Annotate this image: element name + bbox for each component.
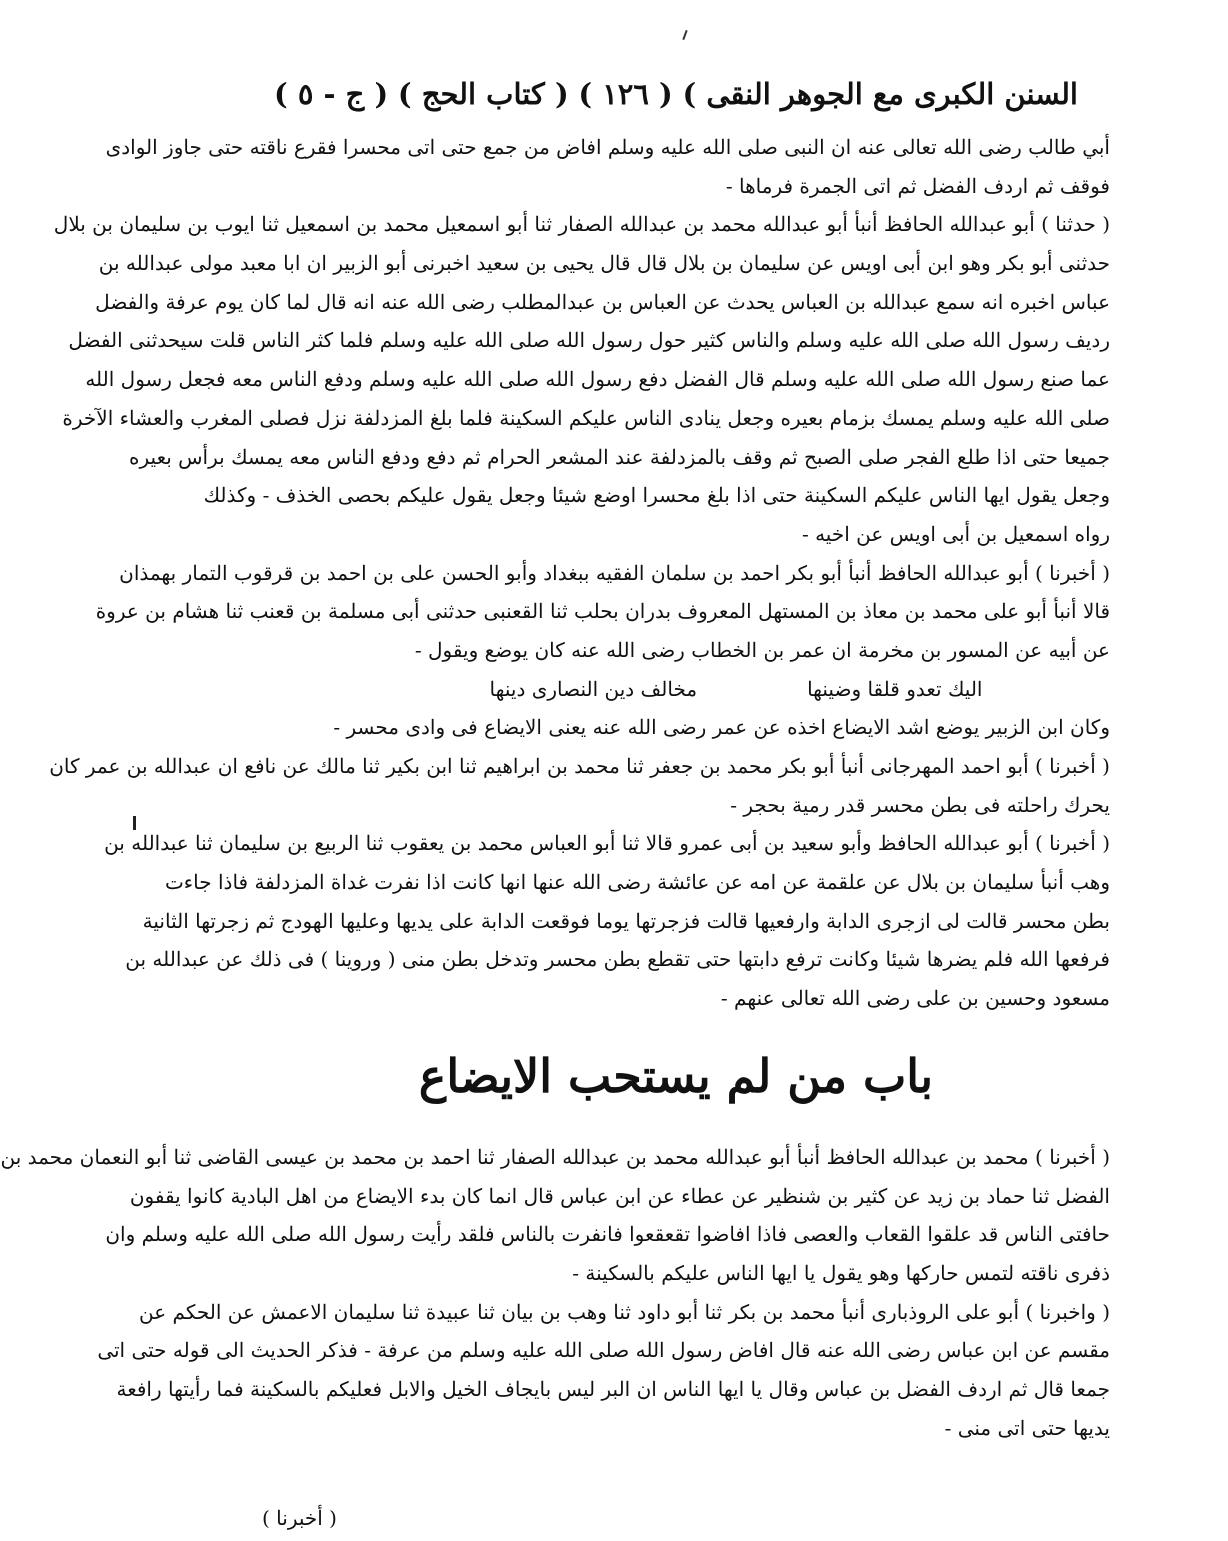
text-line: ( واخبرنا ) أبو على الروذبارى أنبأ محمد بن بكر ثنا أبو داود ثنا وهب بن بيان ثنا عبيدة ثنا سليمان الاعمش عن الحكم عن xyxy=(139,1299,1110,1324)
text-line: جميعا حتى اذا طلع الفجر صلى الصبح ثم وقف بالمزدلفة عند المشعر الحرام ثم دفع ودفع الناس معه يمسك برأس بعيره xyxy=(129,444,1110,469)
text-line: جمعا قال ثم اردف الفضل بن عباس وقال يا ايها الناس ان البر ليس بايجاف الخيل والابل فعليكم بالسكينة فما رأيتها رافعة xyxy=(116,1376,1110,1401)
text-line: عما صنع رسول الله صلى الله عليه وسلم قال الفضل دفع رسول الله صلى الله عليه وسلم ودفع الناس معه فجعل رسول الله xyxy=(85,367,1110,392)
text-line: ( حدثنا ) أبو عبدالله الحافظ أنبأ أبو عبدالله محمد بن عبدالله الصفار ثنا أبو اسمعيل محمد بن اسمعيل ثنا ايوب بن سليمان بن بلال xyxy=(53,212,1110,237)
text-section-3 xyxy=(0,1138,1110,1448)
text-line: ذفرى ناقته لتمس حاركها وهو يقول يا ايها الناس عليكم بالسكينة - xyxy=(572,1260,1110,1285)
text-line: ( أخبرنا ) أبو احمد المهرجانى أنبأ أبو بكر محمد بن جعفر ثنا محمد بن ابراهيم ثنا ابن بكير ثنا مالك عن نافع ان عبدالله بن عمر كان xyxy=(49,754,1110,778)
text-line: قالا أنبأ أبو على محمد بن معاذ بن المستهل المعروف بدران بحلب ثنا القعنبى حدثنى أبى مسلمة بن قعنب ثنا هشام بن عروة xyxy=(95,599,1110,624)
text-line: الفضل ثنا حماد بن زيد عن كثير بن شنظير عن عطاء عن ابن عباس قال انما كان بدء الايضاع من اهل البادية كانوا يقفون xyxy=(129,1183,1110,1208)
text-line: مسعود وحسين بن على رضى الله تعالى عنهم - xyxy=(720,986,1110,1011)
text-line: بطن محسر قالت لى ازجرى الدابة وارفعيها قالت فزجرتها يوما فوقعت الدابة على يديها وعليها الهودج ثم زجرتها الثانية xyxy=(142,908,1110,933)
text-line: حافتى الناس قد علقوا القعاب والعصى فاذا افاضوا تقعقعوا فانفرت بالناس فلقد رأيت رسول الله صلى الله عليه وسلم وان xyxy=(105,1222,1110,1247)
header-book-title: السنن الكبرى مع الجوهر النقى ) xyxy=(682,77,1078,111)
text-line: ( أخبرنا ) أبو عبدالله الحافظ وأبو سعيد بن أبى عمرو قالا ثنا أبو العباس محمد بن يعقوب ثنا الربيع بن سليمان ثنا عبدالله بن xyxy=(104,831,1110,856)
text-line: أبي طالب رضى الله تعالى عنه ان النبى صلى الله عليه وسلم افاض من جمع حتى اتى محسرا فقرع ناقته حتى جاوز الوادى xyxy=(105,135,1110,159)
text-line: وهب أنبأ سليمان بن بلال عن علقمة عن امه عن عائشة رضى الله عنها انها كانت اذا نفرت غداة المزدلفة فاذا جاءت xyxy=(164,870,1110,895)
text-line: عباس اخبره انه سمع عبدالله بن العباس يحدث عن العباس بن عبدالمطلب رضى الله عنه انه قال لما كان يوم عرفة والفضل xyxy=(95,289,1110,314)
header-page-number: ( ١٢٦ ) xyxy=(578,77,673,111)
verse-hemistich-1: اليك تعدو قلقا وضينها xyxy=(807,676,983,701)
chapter-title: باب من لم يستحب الايضاع xyxy=(418,1048,934,1103)
verse-hemistich-2: مخالف دين النصارى دينها xyxy=(489,676,698,701)
text-line: رديف رسول الله صلى الله عليه وسلم والناس كثير حول رسول الله صلى الله عليه وسلم فلما كثر الناس قلت سيحدثنى الفضل xyxy=(68,328,1110,353)
text-line: يديها حتى اتى منى - xyxy=(944,1415,1110,1440)
text-line: وكان ابن الزبير يوضع اشد الايضاع اخذه عن عمر رضى الله عنه يعنى الايضاع فى وادى محسر - xyxy=(333,715,1110,740)
poetry-verse xyxy=(242,670,1110,709)
page-mark xyxy=(682,30,687,40)
running-header xyxy=(274,66,1078,122)
text-line: مقسم عن ابن عباس رضى الله عنه قال افاض رسول الله صلى الله عليه وسلم من عرفة - فذكر الحديث الى قوله حتى اتى xyxy=(97,1338,1110,1363)
text-line: عن أبيه عن المسور بن مخرمة ان عمر بن الخطاب رضى الله عنه كان يوضع ويقول - xyxy=(414,637,1110,662)
header-volume: ( ج - ٥ ) xyxy=(274,77,389,111)
text-line: فوقف ثم اردف الفضل ثم اتى الجمرة فرماها - xyxy=(725,173,1110,198)
text-line: فرفعها الله فلم يضرها شيئا وكانت ترفع دابتها حتى تقطع بطن محسر وتدخل بطن منى ( وروينا ) فى ذلك عن عبدالله بن xyxy=(125,947,1110,972)
header-chapter: ( كتاب الحج ) xyxy=(397,77,569,111)
text-line: وجعل يقول ايها الناس عليكم السكينة حتى اذا بلغ محسرا اوضع شيئا وجعل يقول عليكم بحصى الخذف - وكذلك xyxy=(203,483,1110,508)
catchword: ( أخبرنا ) xyxy=(262,1506,337,1530)
text-line: يحرك راحلته فى بطن محسر قدر رمية بحجر - xyxy=(730,792,1110,817)
text-section-2 xyxy=(49,708,1110,1018)
text-section-1 xyxy=(53,128,1110,670)
text-line: ( أخبرنا ) أبو عبدالله الحافظ أنبأ أبو بكر احمد بن سلمان الفقيه ببغداد وأبو الحسن على بن احمد بن قرقوب التمار بهمذان xyxy=(119,560,1110,585)
text-line: ( أخبرنا ) محمد بن عبدالله الحافظ أنبأ أبو عبدالله محمد بن عبدالله الصفار ثنا احمد بن محمد بن عيسى القاضى ثنا أبو النعمان محمد بن xyxy=(0,1144,1110,1169)
page-body xyxy=(0,128,1110,1447)
text-line: حدثنى أبو بكر وهو ابن أبى اويس عن سليمان بن بلال قال قال يحيى بن سعيد اخبرنى أبو الزبير ان ابا معبد مولى عبدالله بن xyxy=(98,251,1110,276)
text-line: رواه اسمعيل بن أبى اويس عن اخيه - xyxy=(801,521,1110,546)
text-line: صلى الله عليه وسلم يمسك بزمام بعيره وجعل ينادى الناس عليكم السكينة فلما بلغ المزدلفة نزل فصلى المغرب والعشاء الآخرة xyxy=(62,405,1110,430)
